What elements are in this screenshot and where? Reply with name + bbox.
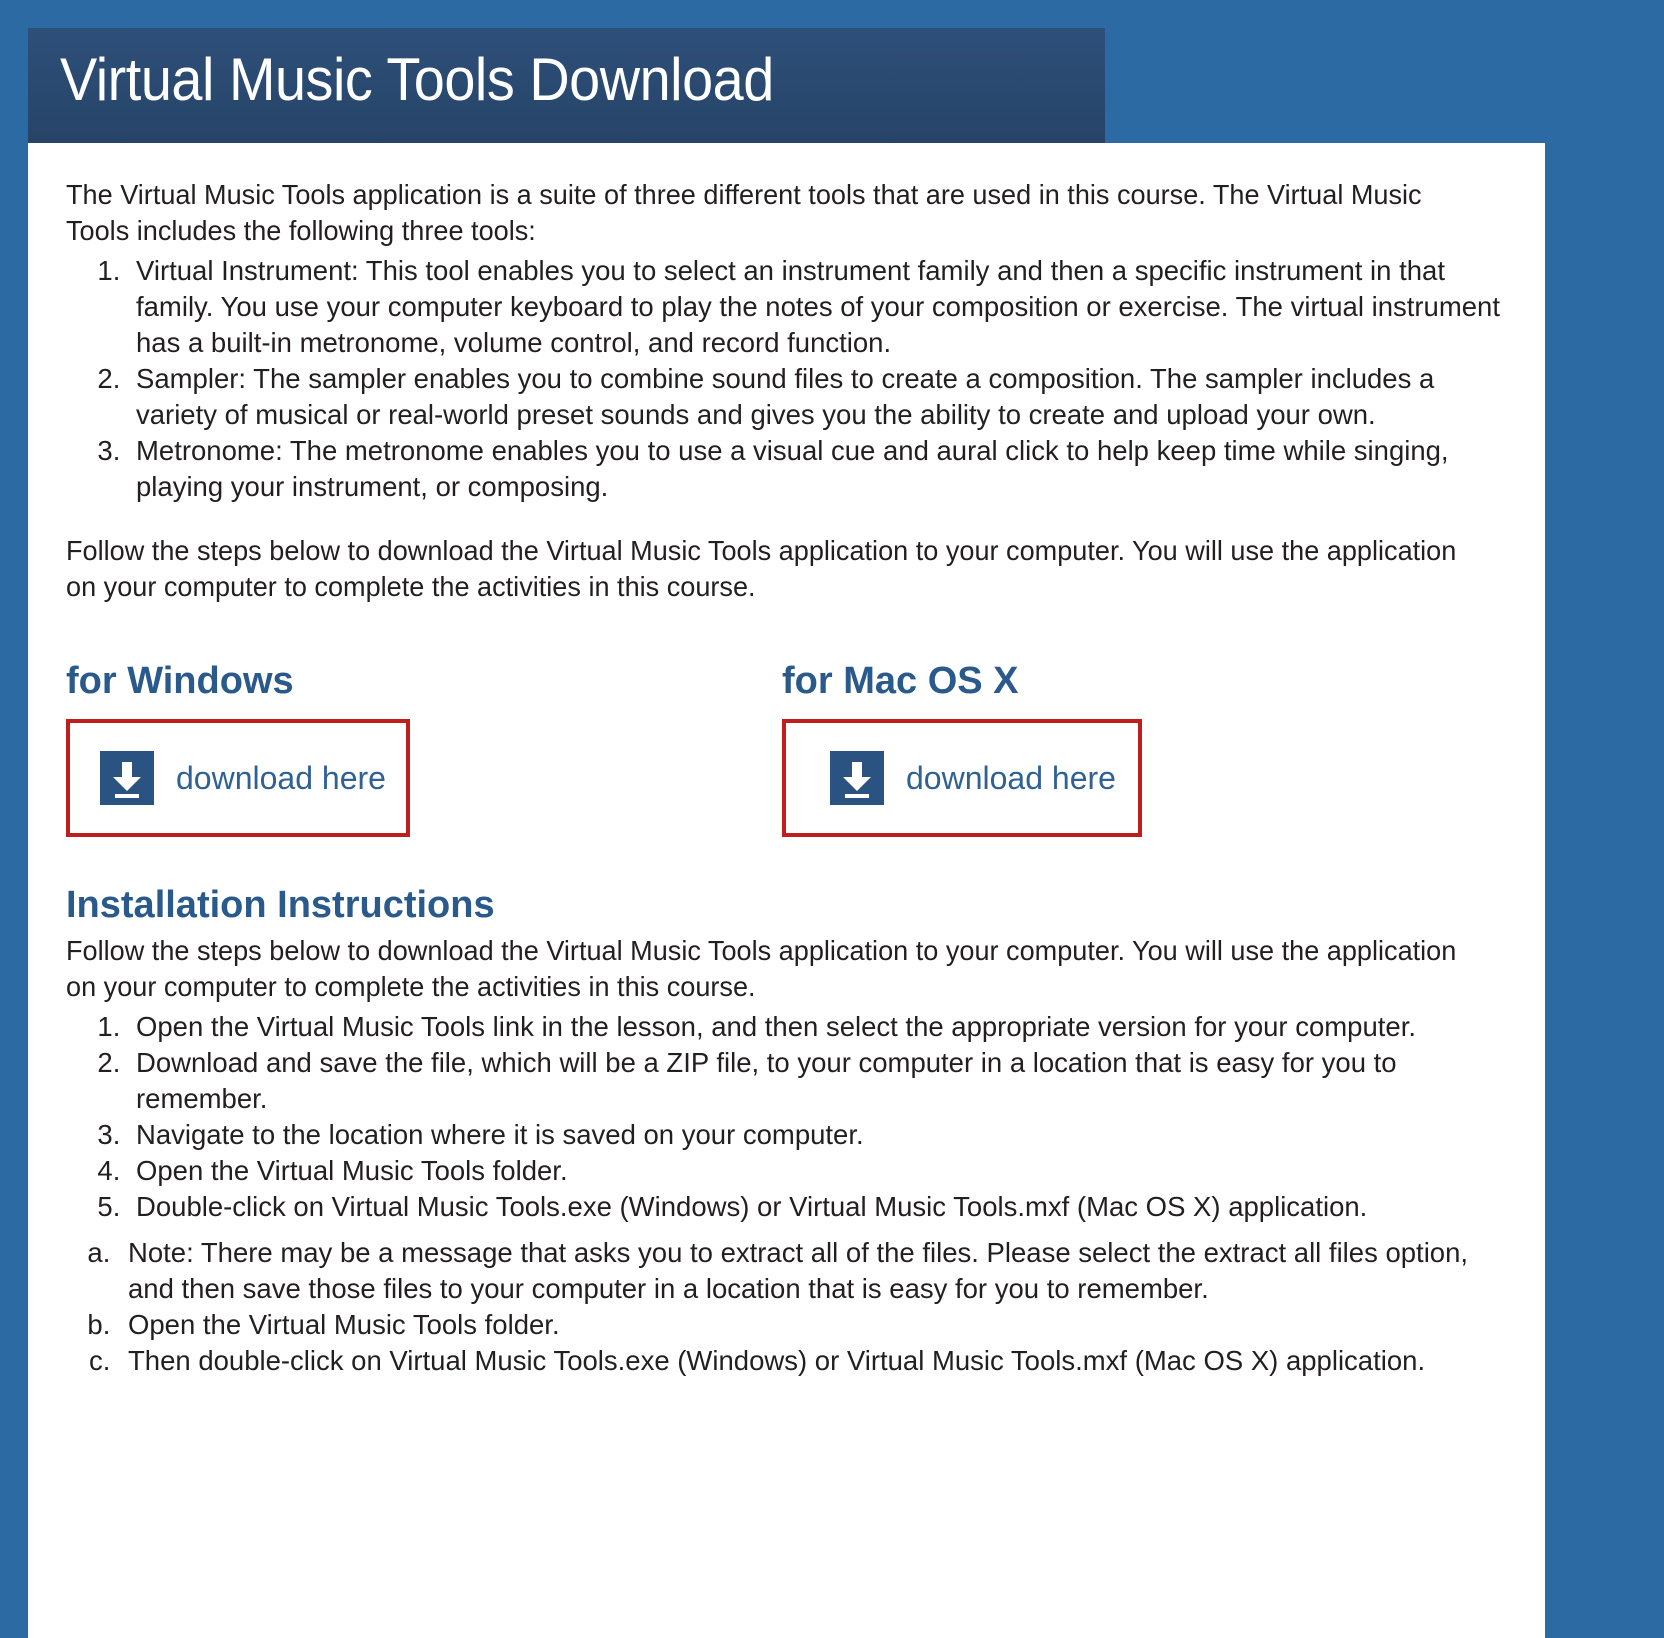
list-item: 4. Open the Virtual Music Tools folder. <box>128 1153 1507 1189</box>
list-item: 2. Download and save the file, which will be a ZIP file, to your computer in a location that is easy for you to remember. <box>128 1045 1507 1117</box>
page-title: Virtual Music Tools Download <box>60 46 774 113</box>
tools-list <box>66 253 1507 505</box>
download-links-row <box>66 659 1507 827</box>
intro-paragraph: The Virtual Music Tools application is a suite of three different tools that are used in this course. The Virtual Music Tools includes the following three tools: <box>66 179 1422 246</box>
windows-highlight-box <box>66 719 410 837</box>
content-card <box>28 143 1545 1638</box>
download-arrow-icon <box>830 751 884 805</box>
mac-download-column <box>782 659 1142 837</box>
download-arrow-icon <box>100 751 154 805</box>
installation-substeps-list <box>66 1235 1507 1379</box>
mac-heading: for Mac OS X <box>782 660 1019 702</box>
list-item: b. Open the Virtual Music Tools folder. <box>118 1307 1507 1343</box>
installation-paragraph: Follow the steps below to download the Virtual Music Tools application to your computer. You will use the application on your computer to complete the activities in this course. <box>66 935 1457 1002</box>
spacer <box>66 505 1507 533</box>
list-item: 1. Virtual Instrument: This tool enables you to select an instrument family and then a specific instrument in that family. You use your computer keyboard to play the notes of your composition or exercise. The virtual instrument has a built-in metronome, volume control, and record function. <box>128 253 1507 361</box>
mac-highlight-box <box>782 719 1142 837</box>
windows-heading: for Windows <box>66 660 294 702</box>
mac-download-link[interactable] <box>830 751 1116 805</box>
installation-heading: Installation Instructions <box>66 884 495 926</box>
windows-download-column <box>66 659 410 837</box>
list-item: 2. Sampler: The sampler enables you to combine sound files to create a composition. The sampler includes a variety of musical or real-world preset sounds and gives you the ability to create and upload your own. <box>128 361 1507 433</box>
windows-download-label: download here <box>176 760 386 796</box>
installation-steps-list <box>66 1009 1507 1225</box>
page-title-bar <box>28 28 1105 143</box>
installation-instructions-section <box>66 883 1507 1379</box>
windows-download-link[interactable] <box>100 751 386 805</box>
list-item: 5. Double-click on Virtual Music Tools.exe (Windows) or Virtual Music Tools.mxf (Mac OS X) application. <box>128 1189 1507 1225</box>
list-item: 3. Metronome: The metronome enables you to use a visual cue and aural click to help keep time while singing, playing your instrument, or composing. <box>128 433 1507 505</box>
list-item: 3. Navigate to the location where it is saved on your computer. <box>128 1117 1507 1153</box>
mac-download-label: download here <box>906 760 1116 796</box>
follow-steps-paragraph: Follow the steps below to download the Virtual Music Tools application to your computer. You will use the application on your computer to complete the activities in this course. <box>66 535 1457 602</box>
list-item: c. Then double-click on Virtual Music Tools.exe (Windows) or Virtual Music Tools.mxf (Mac OS X) application. <box>118 1343 1507 1379</box>
list-item: 1. Open the Virtual Music Tools link in the lesson, and then select the appropriate version for your computer. <box>128 1009 1507 1045</box>
list-item: a. Note: There may be a message that asks you to extract all of the files. Please select the extract all files option, and then save those files to your computer in a location that is easy for you to remember. <box>118 1235 1507 1307</box>
